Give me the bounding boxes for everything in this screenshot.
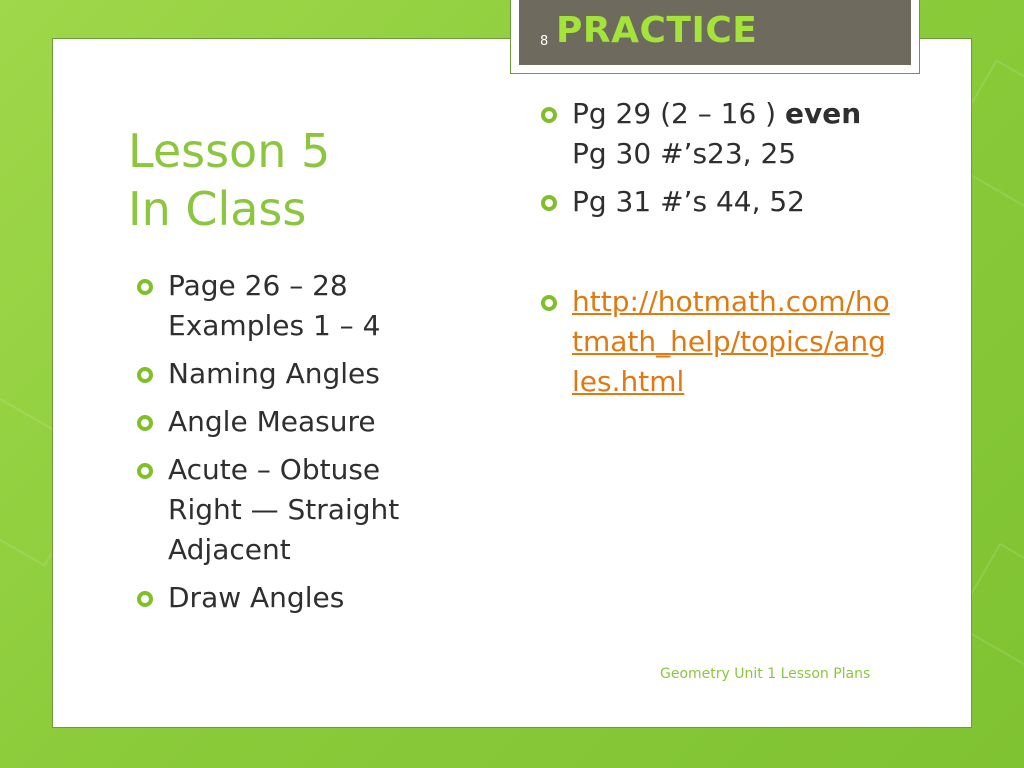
list-item-text: Adjacent: [168, 533, 291, 566]
list-item: [136, 578, 456, 618]
green-ring-bullet-icon: [136, 590, 154, 608]
list-item: [136, 402, 456, 442]
list-item-text: Pg 30 #’s23, 25: [572, 137, 797, 170]
lesson-title-line: Lesson 5: [128, 124, 331, 178]
list-item: [540, 282, 890, 402]
list-item-text: Naming Angles: [168, 357, 380, 390]
list-item-line: [572, 94, 890, 134]
green-ring-bullet-icon: [540, 294, 558, 312]
list-item-text: Right — Straight: [168, 493, 400, 526]
list-item-text: Pg 29 (2 – 16 ): [572, 97, 785, 130]
list-item: [136, 450, 456, 570]
list-item: [136, 354, 456, 394]
list-item-text: Pg 31 #’s 44, 52: [572, 185, 805, 218]
list-item-text: Page 26 – 28: [168, 269, 348, 302]
lesson-title-line: In Class: [128, 182, 307, 236]
green-ring-bullet-icon: [136, 462, 154, 480]
header-banner: [519, 0, 911, 65]
emphasis-text: even: [784, 97, 862, 130]
slide-number: 8: [540, 34, 549, 49]
list-spacer: [540, 230, 890, 274]
green-ring-bullet-icon: [136, 414, 154, 432]
in-class-list: [136, 266, 456, 626]
green-ring-bullet-icon: [136, 366, 154, 384]
hotmath-link[interactable]: http://hotmath.com/hotmath_help/topics/angles.html: [572, 285, 890, 398]
header-tab: [510, 0, 920, 74]
practice-list: [540, 94, 890, 410]
list-item: [540, 94, 890, 174]
header-title: PRACTICE: [556, 10, 758, 51]
list-item: [540, 182, 890, 222]
lesson-title: [128, 122, 330, 238]
list-item-text: Draw Angles: [168, 581, 345, 614]
green-ring-bullet-icon: [136, 278, 154, 296]
slide-footer: Geometry Unit 1 Lesson Plans: [660, 666, 871, 682]
list-item-text: Acute – Obtuse: [168, 453, 381, 486]
list-item-text: Angle Measure: [168, 405, 376, 438]
green-ring-bullet-icon: [540, 194, 558, 212]
list-item-text: Examples 1 – 4: [168, 309, 381, 342]
list-item: [136, 266, 456, 346]
green-ring-bullet-icon: [540, 106, 558, 124]
